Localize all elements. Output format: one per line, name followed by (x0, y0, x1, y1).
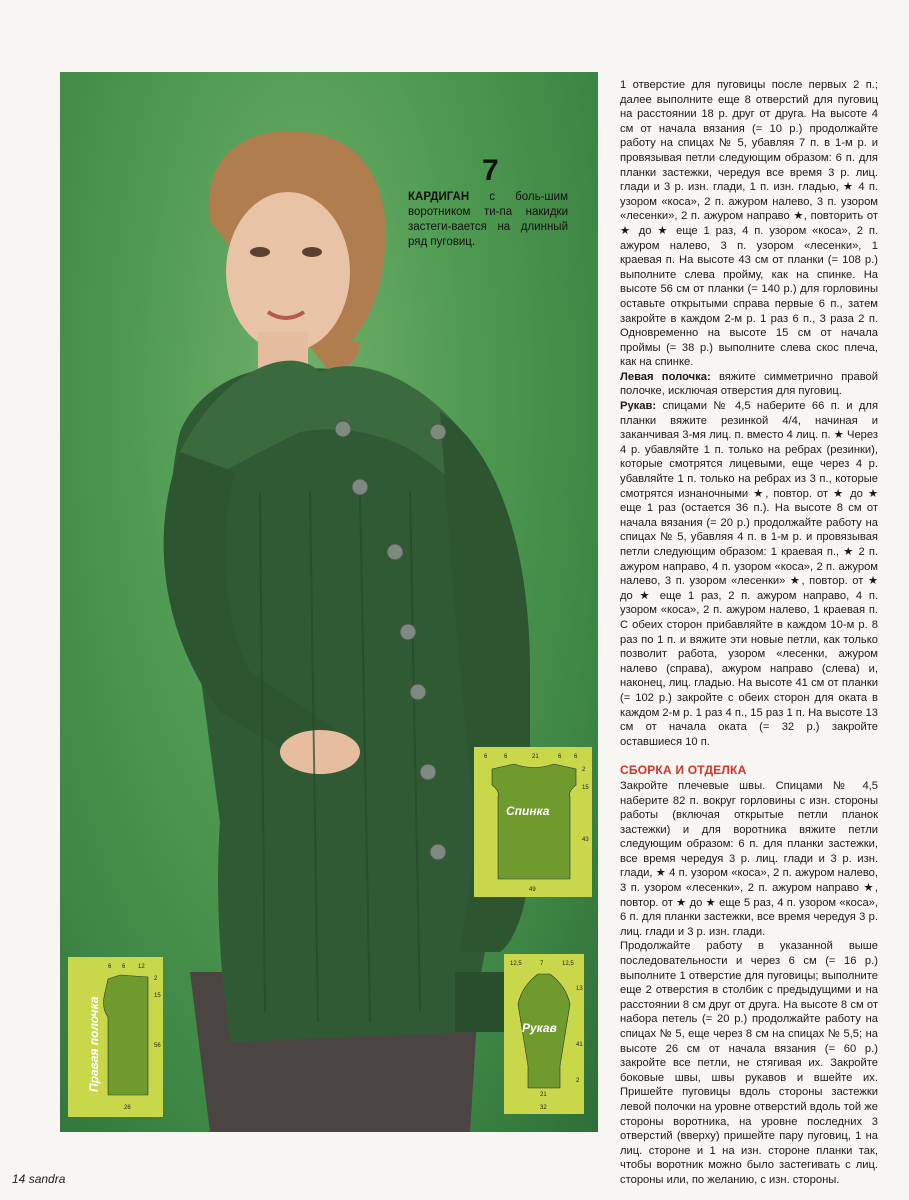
schematic-back-label: Спинка (506, 804, 550, 818)
dim-sleeve-bottom-1: 21 (540, 1092, 547, 1098)
dim-front-top-3: 12 (138, 964, 145, 970)
schematic-right-front (68, 957, 163, 1117)
dim-sleeve-top-3: 12,5 (562, 961, 574, 967)
dim-back-top-4: 6 (558, 754, 562, 760)
left-front-text: вяжите симметрично правой полочке, исключая отверстия для пуговиц. (620, 370, 878, 398)
caption-text: с боль-шим воротником ти-па накидки застеги-вается на длинный ряд пуговиц. (408, 191, 568, 248)
assembly-paragraph-2: Продолжайте работу в указанной выше последовательности и через 6 см (= 16 р.) выполните 1 отверстие для пуговицы; выполните еще 2 отверстия в столбик с предыдущими и на расстоянии 8 см друг от друга. На высоте 8 см от набора петель (= 20 р.) продолжайте работу на спицах № 5, еще через 8 см на спицах № 5,5; на высоте 26 см от начала вязания (= 60 р.) закройте все петли, не стягивая их. Закройте боковые швы, швы рукавов и вшейте их. Пришейте пуговицы вдоль стороны застежки левой полочки на уровне отверстий вдоль той же стороны воротника, на уровне последних 3 отверстий (вверху) пришейте пару пуговиц, 1 на лиц. стороне и 1 на изн. стороне планки так, чтобы воротник можно было застегивать с лиц. стороны или, по желанию, с изн. стороны. (620, 940, 878, 1186)
left-front-paragraph (620, 370, 878, 399)
dim-front-top-2: 6 (122, 964, 126, 970)
dim-back-top-3: 21 (532, 754, 539, 760)
instructions-column (620, 78, 878, 1188)
dim-back-top-2: 6 (504, 754, 508, 760)
dim-back-side-1: 2 (582, 767, 586, 773)
dim-front-side-2: 15 (154, 993, 161, 999)
model-number: 7 (482, 154, 499, 187)
dim-sleeve-side-2: 41 (576, 1042, 583, 1048)
dim-back-side-3: 43 (582, 837, 589, 843)
schematic-front-label: Правая полочка (87, 996, 101, 1092)
dim-back-top-1: 6 (484, 754, 488, 760)
magazine-name: sandra (28, 1172, 66, 1186)
schematic-sleeve (504, 954, 584, 1114)
schematic-sleeve-label: Рукав (522, 1021, 557, 1035)
dim-sleeve-top-2: 7 (540, 961, 544, 967)
sleeve-lead: Рукав: (620, 400, 657, 413)
assembly-paragraph-1: Закройте плечевые швы. Спицами № 4,5 наберите 82 п. вокруг горловины с изн. стороны работы (включая открытые петли планок застежки) и для воротника вяжите петли следующим образом: 6 п. для планки застежки, все время чередуя 3 р. лиц. глади и 3 р. изн. глади, ★ 4 п. узором «коса», 2 п. ажуром налево, 3 п. узором «лесенки», 2 п. ажуром направо ★, повтор. от ★ до ★ еще 5 раз, 4 п. узором «коса», 6 п. для планки застежки, все время чередуя 3 р. лиц. глади и 3 р. изн. глади. (620, 779, 878, 938)
photo-panel (60, 72, 598, 1132)
sleeve-text: спицами № 4,5 наберите 66 п. и для планки вяжите резинкой 4/4, начиная и заканчивая 3-мя лиц. п. вместо 4 лиц. п. ★ Через 4 р. убавляйте 1 п. только на ребрах (резинки), которые смотрятся лицевыми, еще через 4 р. убавляйте 1 п. только на ребрах из 3 п., которые смотрятся изнаночными ★, повтор. от ★ до ★ еще 1 раз (остается 36 п.). На высоте 8 см от начала вязания (= 20 р.) продолжайте работу на спицах № 5, убавляя 4 п. в 1-м р. и провязывая петли следующим образом: 1 краевая п., ★ 2 п. ажуром направо, 4 п. узором «коса», 2 п. ажуром налево, 3 п. узором «лесенки» ★, повтор. от ★ до ★ еще 1 раз, 2 п. ажуром направо, 4 п. узором «коса», 2 п. ажуром налево, 1 краевая п. С обеих сторон прибавляйте в каждом 10-м р. 8 раз по 1 п. и вяжите эти новые петли, как только позволит работа, узором «лесенки, ажуром налево (справа), ажуром направо (слева) и, наконец, лиц. гладью. На высоте 41 см от планки (= 102 р.) закройте с обеих сторон для оката в каждом 2-м р. 1 раз 4 п., 15 раз 1 п. На высоте 13 см от начала оката (= 32 р.) закройте оставшиеся 10 п. (620, 400, 879, 748)
dim-back-top-5: 6 (574, 754, 578, 760)
page-footer (12, 1172, 65, 1186)
instructions-paragraph: 1 отверстие для пуговицы после первых 2 п.; далее выполните еще 8 отверстий для пуговиц на расстоянии 18 р. друг от друга. На высоте 4 см от начала вязания (= 10 р.) продолжайте работу на спицах № 5, убавляя 7 п. в 1-м р. и провязывая петли следующим образом: 6 п. для планки застежки, чередуя все время 3 р. лиц. глади и 3 р. изн. глади, 1 п. изн. гладью, ★ 4 п. узором «коса», 2 п. ажуром налево, 3 п. узором «лесенки», 2 п. ажуром направо ★, повторить от ★ до ★ еще 1 раз, 4 п. узором «коса», 2 п. ажуром налево, 3 п. узором «лесенки», 1 краевая п. На высоте 43 см от планки (= 108 р.) выполните слева пройму, как на спинке. На высоте 56 см от планки (= 140 р.) для горловины оставьте открытыми справа первые 6 п., затем закройте в каждом 2-м р. 1 раз 6 п., 3 раза 2 п. Одновременно на высоте 15 см от начала проймы (= 38 р.) выполните слева скос плеча, как на спинке. (620, 79, 878, 369)
dim-sleeve-bottom-2: 32 (540, 1105, 547, 1111)
dim-front-side-3: 56 (154, 1043, 161, 1049)
sleeve-paragraph (620, 399, 878, 749)
dim-front-top-1: 6 (108, 964, 112, 970)
dim-front-bottom: 26 (124, 1105, 131, 1111)
dim-sleeve-top-1: 12,5 (510, 961, 522, 967)
model-caption (408, 190, 568, 250)
dim-back-bottom: 49 (529, 887, 536, 893)
section-title: СБОРКА И ОТДЕЛКА (620, 763, 747, 778)
dim-back-side-2: 15 (582, 785, 589, 791)
caption-lead: КАРДИГАН (408, 191, 470, 203)
dim-front-side-1: 2 (154, 976, 158, 982)
dim-sleeve-side-1: 13 (576, 986, 583, 992)
dim-sleeve-side-3: 2 (576, 1078, 580, 1084)
left-front-lead: Левая полочка: (620, 370, 711, 383)
page-number: 14 (12, 1172, 26, 1186)
schematic-back (474, 747, 592, 897)
